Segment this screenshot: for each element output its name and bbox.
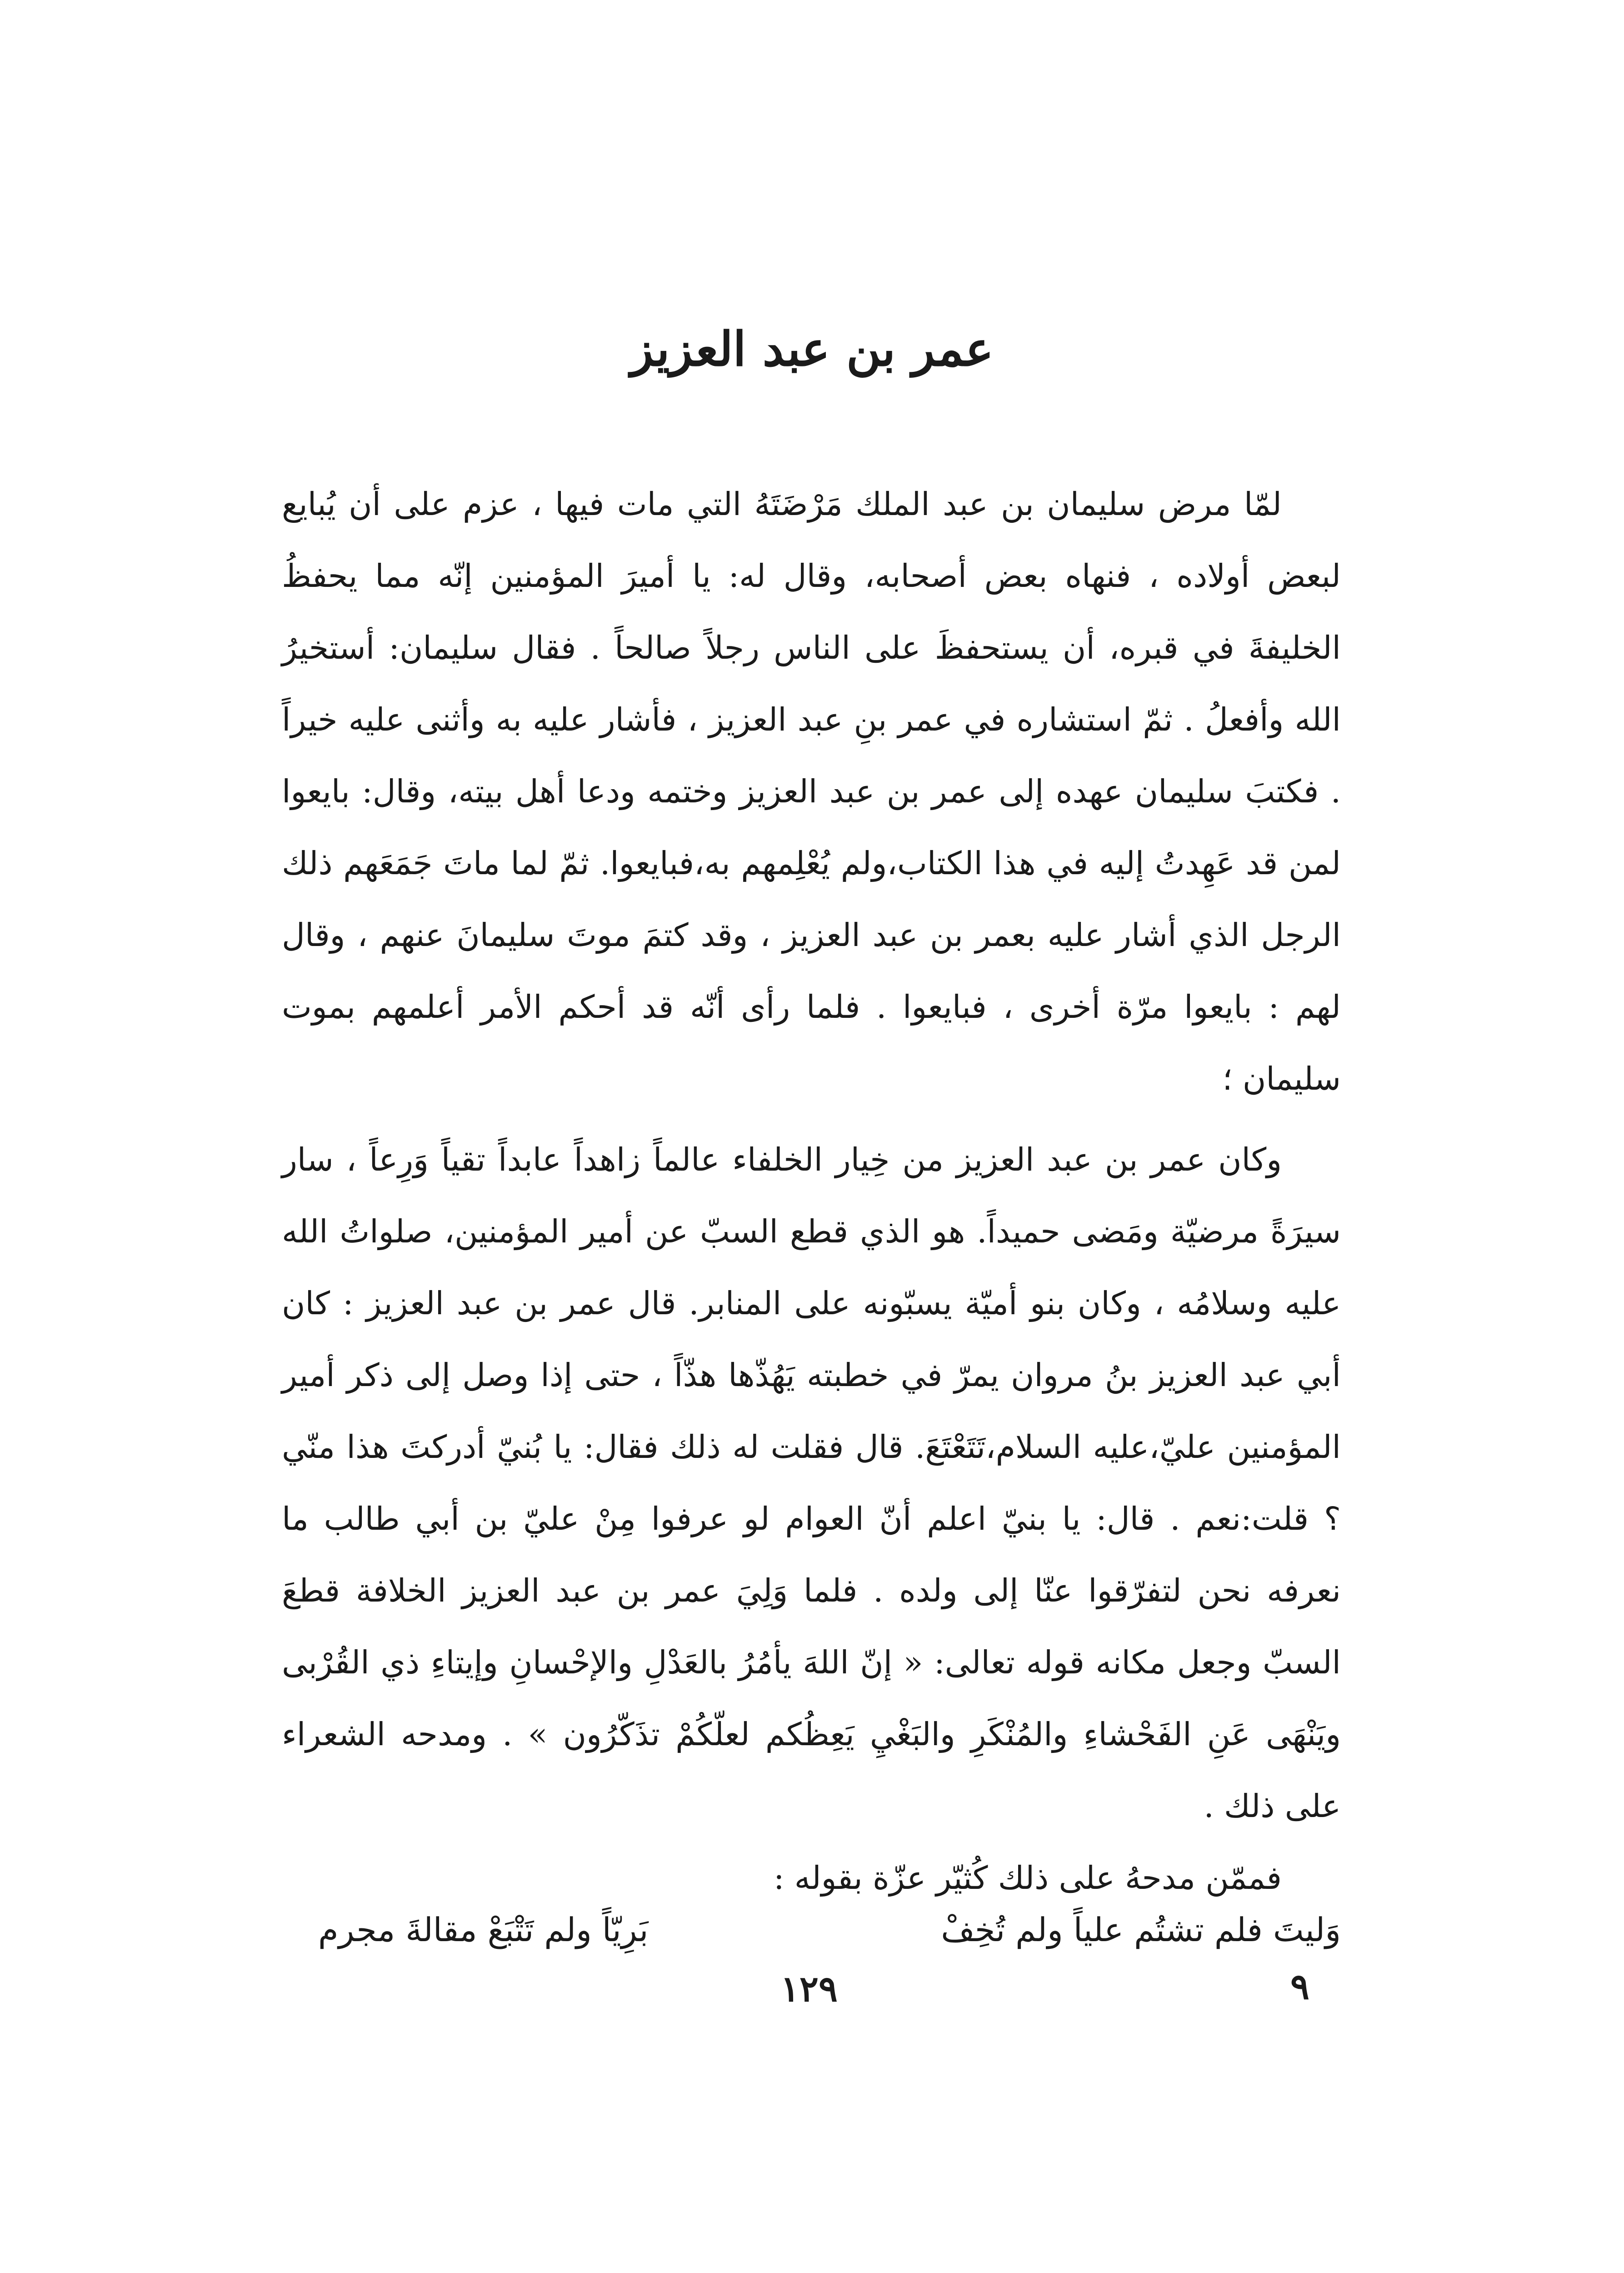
body-text — [282, 468, 1341, 1914]
verse-hemistich-left: بَرِيّاً ولم تَتْبَعْ مقالةَ مجرم — [318, 1911, 649, 1949]
poem-verse — [318, 1903, 1341, 1957]
verse-hemistich-right: وَليتَ فلم تشتُم علياً ولم تُخِفْ — [941, 1911, 1341, 1949]
chapter-title: عمر بن عبد العزيز — [630, 321, 994, 377]
paragraph-2: وكان عمر بن عبد العزيز من خِيار الخلفاء عالماً زاهداً عابداً تقياً وَرِعاً ، سار سيرَةً مرضيّة ومَضى حميداً. هو الذي قطع السبّ عن أمير المؤمنين، صلواتُ الله عليه وسلامُه ، وكان بنو أميّة يسبّونه على المنابر. قال عمر بن عبد العزيز : كان أبي عبد العزيز بنُ مروان يمرّ في خطبته يَهُذّها هذّاً ، حتى إذا وصل إلى ذكر أمير المؤمنين عليّ،عليه السلام،تَتَعْتَعَ. قال فقلت له ذلك فقال: يا بُنيّ أدركتَ هذا منّي ؟ قلت:نعم . قال: يا بنيّ اعلم أنّ العوام لو عرفوا مِنْ عليّ بن أبي طالب ما نعرفه نحن لتفرّقوا عنّا إلى ولده . فلما وَلِيَ عمر بن عبد العزيز الخلافة قطعَ السبّ وجعل مكانه قوله تعالى: « إنّ اللهَ يأمُرُ بالعَدْلِ والإحْسانِ وإيتاءِ ذي القُرْبى ويَنْهَى عَنِ الفَحْشاءِ والمُنْكَرِ والبَغْيِ يَعِظُكم لعلّكُمْ تذَكّرُون » . ومدحه الشعراء على ذلك . — [282, 1141, 1341, 1825]
paragraph-3: فممّن مدحهُ على ذلك كُثيّر عزّة بقوله : — [773, 1859, 1282, 1897]
paragraph-1: لمّا مرض سليمان بن عبد الملك مَرْضَتَهُ التي مات فيها ، عزم على أن يُبايع لبعض أولاده ، فنهاه بعض أصحابه، وقال له: يا أميرَ المؤمنين إنّه مما يحفظُ الخليفةَ في قبره، أن يستحفظَ على الناس رجلاً صالحاً . فقال سليمان: أستخيرُ الله وأفعلُ . ثمّ استشاره في عمر بنِ عبد العزيز ، فأشار عليه به وأثنى عليه خيراً . فكتبَ سليمان عهده إلى عمر بن عبد العزيز وختمه ودعا أهل بيته، وقال: بايعوا لمن قد عَهِدتُ إليه في هذا الكتاب،ولم يُعْلِمهم به،فبايعوا. ثمّ لما ماتَ جَمَعَهم ذلك الرجل الذي أشار عليه بعمر بن عبد العزيز ، وقد كتمَ موتَ سليمانَ عنهم ، وقال لهم : بايعوا مرّة أخرى ، فبايعوا . فلما رأى أنّه قد أحكم الأمر أعلمهم بموت سليمان ؛ — [282, 486, 1341, 1097]
page-number: ١٢٩ — [780, 1968, 838, 2010]
signature-mark: ٩ — [1290, 1966, 1309, 2008]
